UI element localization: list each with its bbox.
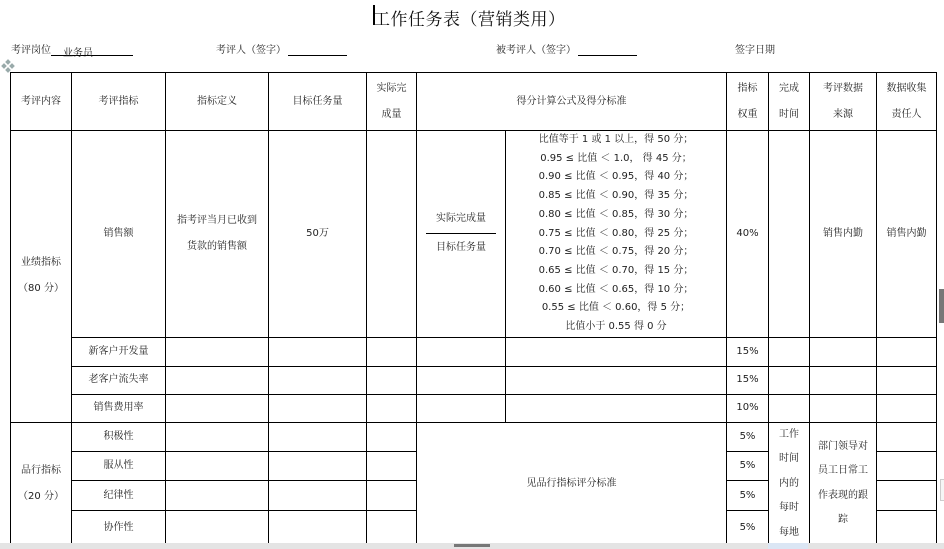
formula-fraction-cell[interactable] — [417, 131, 506, 338]
indicator-cell[interactable]: 销售额 — [72, 131, 166, 338]
target-cell[interactable] — [269, 422, 367, 451]
actual-cell[interactable] — [367, 394, 417, 422]
scrollbar-thumb[interactable] — [454, 544, 490, 547]
header-source: 考评数据 来源 — [810, 73, 877, 131]
target-cell[interactable] — [269, 452, 367, 481]
performance-category-cell: 业绩指标 （80 分） — [11, 131, 72, 423]
header-target: 目标任务量 — [269, 73, 367, 131]
scoring-standards-cell[interactable] — [506, 337, 727, 366]
data-source-cell[interactable] — [810, 394, 877, 422]
owner-cell[interactable] — [877, 422, 937, 451]
owner-cell[interactable] — [877, 510, 937, 545]
header-time: 完成 时间 — [769, 73, 810, 131]
target-cell[interactable] — [269, 481, 367, 510]
time-cell[interactable] — [769, 131, 810, 338]
evaluator-label: 考评人（签字） — [216, 45, 286, 56]
formula-fraction-cell[interactable] — [417, 337, 506, 366]
evaluatee-field — [496, 41, 637, 56]
evaluatee-label: 被考评人（签字） — [496, 45, 576, 56]
data-source-cell[interactable] — [810, 366, 877, 394]
header-actual: 实际完 成量 — [367, 73, 417, 131]
actual-cell[interactable] — [367, 366, 417, 394]
document-title: 工作任务表（营销类用） — [373, 10, 566, 30]
actual-cell[interactable] — [367, 131, 417, 338]
data-source-cell[interactable]: 销售内勤 — [810, 131, 877, 338]
indicator-cell[interactable]: 销售费用率 — [72, 394, 166, 422]
indicator-cell[interactable]: 服从性 — [72, 452, 166, 481]
conduct-standard-cell[interactable]: 见品行指标评分标准 — [417, 422, 727, 546]
target-cell[interactable] — [269, 337, 367, 366]
evaluator-signature-line[interactable] — [288, 44, 347, 56]
header-formula: 得分计算公式及得分标准 — [417, 73, 727, 131]
header-content: 考评内容 — [11, 73, 72, 131]
actual-cell[interactable] — [367, 337, 417, 366]
position-label: 考评岗位 — [11, 45, 51, 56]
definition-cell[interactable] — [166, 394, 269, 422]
scoring-standards-cell[interactable]: 比值等于 1 或 1 以上，得 50 分； 0.95 ≤ 比值 ＜ 1.0， 得 45 分； 0.90 ≤ 比值 ＜ 0.95，得 40 分； 0.85 ≤ 比值 ＜ 0.90，得 35 分； 0.80 ≤ 比值 ＜ 0.85，得 30 分； 0.75 ≤ 比值 ＜ 0.80，得 25 分； 0.70 ≤ 比值 ＜ 0.75，得 20 分； 0.65 ≤ 比值 ＜ 0.70，得 15 分； 0.60 ≤ 比值 ＜ 0.65，得 10 分； 0.55 ≤ 比值 ＜ 0.60，得 5 分； 比值小于 0.55 得 0 分 — [506, 131, 727, 338]
actual-cell[interactable] — [367, 422, 417, 451]
actual-cell[interactable] — [367, 452, 417, 481]
weight-cell[interactable]: 5% — [727, 481, 769, 510]
actual-cell[interactable] — [367, 481, 417, 510]
definition-cell[interactable] — [166, 366, 269, 394]
owner-cell[interactable] — [877, 337, 937, 366]
side-scroll-marker[interactable] — [940, 479, 944, 501]
definition-cell[interactable] — [166, 510, 269, 545]
evaluatee-signature-line[interactable] — [578, 44, 637, 56]
table-move-handle-icon[interactable] — [2, 60, 14, 72]
table-row — [11, 337, 937, 366]
indicator-cell[interactable]: 老客户流失率 — [72, 366, 166, 394]
actual-cell[interactable] — [367, 510, 417, 545]
definition-cell[interactable] — [166, 481, 269, 510]
formula-fraction: $\frac{\text{实际完成量}}{\text{目标任务量}}$ — [426, 205, 496, 262]
sign-date-label: 签字日期 — [735, 45, 775, 56]
weight-cell[interactable]: 5% — [727, 510, 769, 545]
time-cell[interactable] — [769, 394, 810, 422]
definition-cell[interactable] — [166, 422, 269, 451]
indicator-cell[interactable]: 积极性 — [72, 422, 166, 451]
target-cell[interactable] — [269, 366, 367, 394]
weight-cell[interactable]: 5% — [727, 452, 769, 481]
scoring-standards-cell[interactable] — [506, 394, 727, 422]
evaluator-field — [216, 41, 347, 56]
definition-cell[interactable] — [166, 452, 269, 481]
conduct-time-cell[interactable]: 工作 时间 内的 每时 每地 — [769, 422, 810, 546]
sign-date-field — [735, 41, 775, 56]
formula-fraction-cell[interactable] — [417, 394, 506, 422]
target-cell[interactable] — [269, 394, 367, 422]
scroll-highlight — [768, 543, 808, 549]
header-indicator: 考评指标 — [72, 73, 166, 131]
table-row — [11, 131, 937, 338]
scoring-standards-cell[interactable] — [506, 366, 727, 394]
indicator-cell[interactable]: 协作性 — [72, 510, 166, 545]
data-source-cell[interactable] — [810, 337, 877, 366]
table-row — [11, 394, 937, 422]
formula-fraction-cell[interactable] — [417, 366, 506, 394]
owner-cell[interactable] — [877, 394, 937, 422]
weight-cell[interactable]: 15% — [727, 366, 769, 394]
horizontal-scrollbar[interactable] — [0, 543, 944, 549]
target-cell[interactable]: 50万 — [269, 131, 367, 338]
evaluation-table — [10, 72, 937, 546]
owner-cell[interactable] — [877, 452, 937, 481]
indicator-cell[interactable]: 纪律性 — [72, 481, 166, 510]
header-weight: 指标 权重 — [727, 73, 769, 131]
position-value[interactable]: 业务员 — [51, 44, 133, 56]
weight-cell[interactable]: 10% — [727, 394, 769, 422]
conduct-category-cell: 品行指标 （20 分） — [11, 422, 72, 546]
header-row — [11, 73, 937, 131]
table-row — [11, 366, 937, 394]
time-cell[interactable] — [769, 366, 810, 394]
weight-cell[interactable]: 15% — [727, 337, 769, 366]
time-cell[interactable] — [769, 337, 810, 366]
weight-cell[interactable]: 40% — [727, 131, 769, 338]
indicator-cell[interactable]: 新客户开发量 — [72, 337, 166, 366]
owner-cell[interactable] — [877, 481, 937, 510]
table-row — [11, 422, 937, 451]
definition-cell[interactable]: 指考评当月已收到 货款的销售额 — [166, 131, 269, 338]
owner-cell[interactable]: 销售内勤 — [877, 131, 937, 338]
header-owner: 数据收集 责任人 — [877, 73, 937, 131]
target-cell[interactable] — [269, 510, 367, 545]
weight-cell[interactable]: 5% — [727, 422, 769, 451]
owner-cell[interactable] — [877, 366, 937, 394]
position-field — [11, 41, 133, 59]
header-definition: 指标定义 — [166, 73, 269, 131]
definition-cell[interactable] — [166, 337, 269, 366]
side-panel-toggle[interactable] — [939, 289, 944, 323]
conduct-source-cell[interactable]: 部门领导对 员工日常工 作表现的跟 踪 — [810, 422, 877, 546]
